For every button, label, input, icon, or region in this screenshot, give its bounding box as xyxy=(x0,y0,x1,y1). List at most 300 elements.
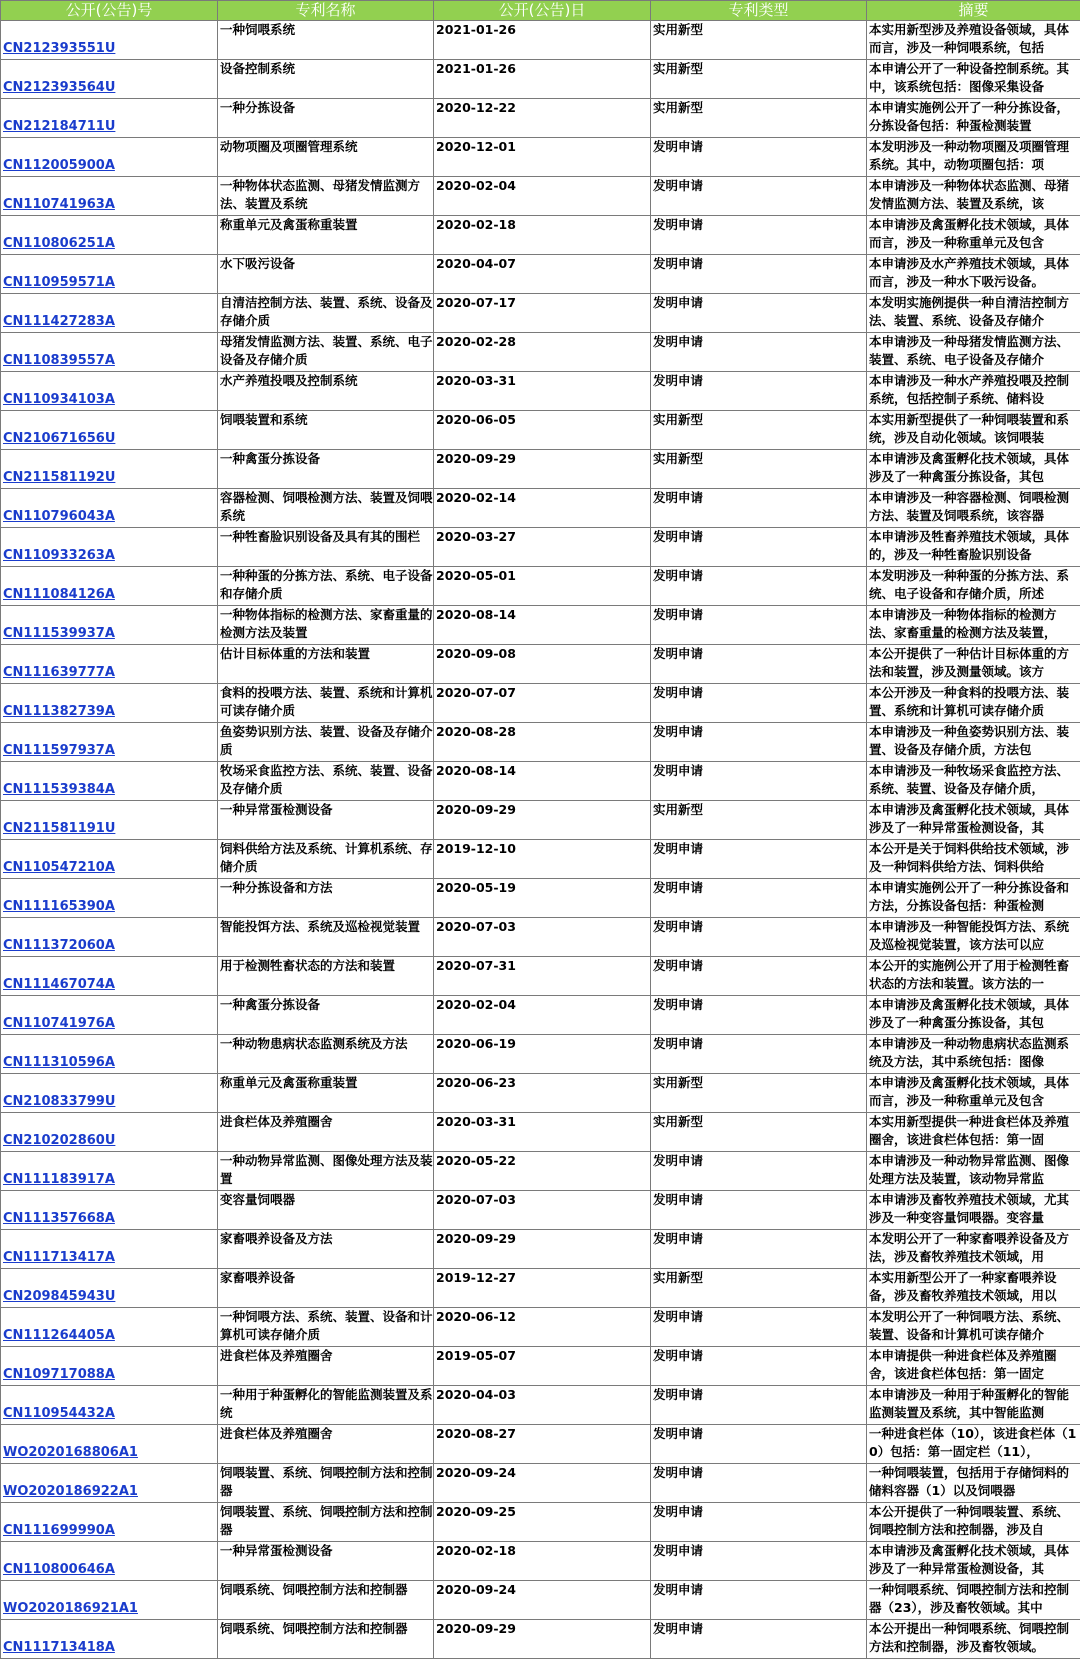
patent-name: 一种异常蛋检测设备 xyxy=(220,802,333,817)
patent-link[interactable]: CN210833799U xyxy=(3,1094,116,1109)
patent-name: 家畜喂养设备 xyxy=(220,1270,296,1285)
abstract-cell xyxy=(867,762,1080,801)
patent-name-cell xyxy=(218,1464,434,1503)
abstract-cell xyxy=(867,177,1080,216)
abstract-cell xyxy=(867,606,1080,645)
patent-name-cell xyxy=(218,1542,434,1581)
patent-link[interactable]: CN111084126A xyxy=(3,587,115,602)
publication-date-cell: 2020-04-03 xyxy=(434,1386,651,1425)
abstract-cell xyxy=(867,1347,1080,1386)
abstract-text: 本申请涉及一种容器检测、饲喂检测方法、装置及饲喂系统，该容器 xyxy=(869,490,1070,523)
patent-name: 称重单元及禽蛋称重装置 xyxy=(220,217,358,232)
patent-type-cell: 发明申请 xyxy=(651,177,867,216)
patent-type-cell: 发明申请 xyxy=(651,138,867,177)
publication-date-cell: 2020-09-29 xyxy=(434,801,651,840)
patent-name: 水产养殖投喂及控制系统 xyxy=(220,373,358,388)
patent-link[interactable]: CN110806251A xyxy=(3,236,115,251)
table-row xyxy=(1,1542,1080,1581)
table-row xyxy=(1,762,1080,801)
publication-date-cell: 2020-06-19 xyxy=(434,1035,651,1074)
patent-type-cell: 发明申请 xyxy=(651,294,867,333)
abstract-cell xyxy=(867,723,1080,762)
abstract-cell xyxy=(867,1269,1080,1308)
abstract-text: 本申请涉及一种母猪发情监测方法、装置、系统、电子设备及存储介 xyxy=(869,334,1070,367)
publication-date-cell: 2020-09-29 xyxy=(434,1230,651,1269)
abstract-cell xyxy=(867,333,1080,372)
patent-name: 饲喂装置、系统、饲喂控制方法和控制器 xyxy=(220,1504,433,1537)
patent-type-cell: 发明申请 xyxy=(651,879,867,918)
publication-number-cell xyxy=(1,879,218,918)
abstract-text: 本公开是关于饲料供给技术领域，涉及一种饲料供给方法、饲料供给 xyxy=(869,841,1070,874)
patent-name-cell xyxy=(218,801,434,840)
patent-type-cell: 实用新型 xyxy=(651,1074,867,1113)
patent-name-cell xyxy=(218,21,434,60)
patent-link[interactable]: WO2020168806A1 xyxy=(3,1445,138,1460)
table-row xyxy=(1,1230,1080,1269)
patent-link[interactable]: CN111467074A xyxy=(3,977,115,992)
publication-number-cell xyxy=(1,1113,218,1152)
patent-type-cell: 发明申请 xyxy=(651,645,867,684)
table-row xyxy=(1,606,1080,645)
publication-number-cell xyxy=(1,1269,218,1308)
publication-date-cell: 2020-02-14 xyxy=(434,489,651,528)
patent-name-cell xyxy=(218,411,434,450)
patent-name: 一种分拣设备和方法 xyxy=(220,880,333,895)
patent-name-cell xyxy=(218,762,434,801)
publication-number-cell xyxy=(1,489,218,528)
abstract-text: 本实用新型涉及养殖设备领域，具体而言，涉及一种饲喂系统，包括 xyxy=(869,22,1070,55)
abstract-cell xyxy=(867,1620,1080,1659)
table-row xyxy=(1,918,1080,957)
table-row xyxy=(1,1152,1080,1191)
table-row xyxy=(1,879,1080,918)
patent-type-cell: 发明申请 xyxy=(651,528,867,567)
abstract-cell xyxy=(867,450,1080,489)
abstract-text: 本申请涉及牲畜养殖技术领域，具体的，涉及一种牲畜脸识别设备 xyxy=(869,529,1070,562)
patent-name: 用于检测牲畜状态的方法和装置 xyxy=(220,958,396,973)
patent-type-cell: 发明申请 xyxy=(651,996,867,1035)
table-row xyxy=(1,1113,1080,1152)
patent-name: 家畜喂养设备及方法 xyxy=(220,1231,333,1246)
publication-date-cell: 2020-03-31 xyxy=(434,1113,651,1152)
patent-name-cell xyxy=(218,1191,434,1230)
patent-type-cell: 发明申请 xyxy=(651,1425,867,1464)
table-row xyxy=(1,957,1080,996)
patent-link[interactable]: CN212393551U xyxy=(3,41,116,56)
publication-number-cell xyxy=(1,1191,218,1230)
patent-type-cell: 发明申请 xyxy=(651,1464,867,1503)
publication-date-cell: 2020-09-25 xyxy=(434,1503,651,1542)
publication-date-cell: 2020-02-04 xyxy=(434,177,651,216)
patent-link[interactable]: WO2020186922A1 xyxy=(3,1484,138,1499)
publication-date-cell: 2020-03-31 xyxy=(434,372,651,411)
abstract-text: 本申请涉及一种物体指标的检测方法、家畜重量的检测方法及装置， xyxy=(869,607,1057,640)
patent-link[interactable]: CN111713417A xyxy=(3,1250,115,1265)
patent-link[interactable]: CN110933263A xyxy=(3,548,115,563)
patent-link[interactable]: CN112005900A xyxy=(3,158,115,173)
patent-name: 一种种蛋的分拣方法、系统、电子设备和存储介质 xyxy=(220,568,433,601)
patent-name-cell xyxy=(218,645,434,684)
patent-type-cell: 发明申请 xyxy=(651,1191,867,1230)
patent-type-cell: 实用新型 xyxy=(651,1269,867,1308)
abstract-text: 本申请涉及畜牧养殖技术领域，尤其涉及一种变容量饲喂器。变容量 xyxy=(869,1192,1070,1225)
patent-name: 一种牲畜脸识别设备及具有其的围栏 xyxy=(220,529,421,544)
abstract-cell xyxy=(867,879,1080,918)
patent-name: 自清洁控制方法、装置、系统、设备及存储介质 xyxy=(220,295,433,328)
patent-name: 称重单元及禽蛋称重装置 xyxy=(220,1075,358,1090)
patent-name-cell xyxy=(218,1503,434,1542)
patent-name-cell xyxy=(218,450,434,489)
publication-date-cell: 2020-08-14 xyxy=(434,606,651,645)
table-row xyxy=(1,1620,1080,1659)
patent-name-cell xyxy=(218,1035,434,1074)
patent-link[interactable]: CN110839557A xyxy=(3,353,115,368)
patent-name: 饲料供给方法及系统、计算机系统、存储介质 xyxy=(220,841,433,874)
abstract-text: 本申请实施例公开了一种分拣设备和方法，分拣设备包括：种蛋检测 xyxy=(869,880,1070,913)
patent-type-cell: 发明申请 xyxy=(651,372,867,411)
table-row xyxy=(1,1308,1080,1347)
patent-name-cell xyxy=(218,1074,434,1113)
patent-name-cell xyxy=(218,684,434,723)
table-row xyxy=(1,1347,1080,1386)
patent-type-cell: 发明申请 xyxy=(651,333,867,372)
patent-link[interactable]: CN111639777A xyxy=(3,665,115,680)
table-row xyxy=(1,801,1080,840)
publication-number-cell xyxy=(1,333,218,372)
publication-date-cell: 2020-06-23 xyxy=(434,1074,651,1113)
patent-name-cell xyxy=(218,216,434,255)
abstract-text: 本公开提出一种饲喂系统、饲喂控制方法和控制器，涉及畜牧领域。 xyxy=(869,1621,1070,1654)
publication-number-cell xyxy=(1,1503,218,1542)
publication-number-cell xyxy=(1,1308,218,1347)
patent-name-cell xyxy=(218,333,434,372)
publication-number-cell xyxy=(1,255,218,294)
abstract-cell xyxy=(867,216,1080,255)
abstract-text: 本实用新型提供了一种饲喂装置和系统，涉及自动化领域。该饲喂装 xyxy=(869,412,1070,445)
patent-name-cell xyxy=(218,372,434,411)
patent-link[interactable]: CN111357668A xyxy=(3,1211,115,1226)
table-row xyxy=(1,1386,1080,1425)
patent-link[interactable]: CN211581192U xyxy=(3,470,116,485)
abstract-cell xyxy=(867,138,1080,177)
patent-link[interactable]: CN110796043A xyxy=(3,509,115,524)
publication-number-cell xyxy=(1,528,218,567)
abstract-text: 本公开涉及一种食料的投喂方法、装置、系统和计算机可读存储介质 xyxy=(869,685,1070,718)
publication-number-cell xyxy=(1,1620,218,1659)
abstract-text: 本申请涉及一种动物异常监测、图像处理方法及装置，该动物异常监 xyxy=(869,1153,1070,1186)
patent-link[interactable]: CN111597937A xyxy=(3,743,115,758)
table-row xyxy=(1,1269,1080,1308)
table-row xyxy=(1,255,1080,294)
abstract-text: 一种饲喂系统、饲喂控制方法和控制器（23），涉及畜牧领域。其中 xyxy=(869,1582,1070,1615)
patent-link[interactable]: CN111539384A xyxy=(3,782,115,797)
table-row xyxy=(1,294,1080,333)
column-header-publication-number[interactable]: 公开(公告)号 xyxy=(1,1,218,21)
patent-link[interactable]: CN211581191U xyxy=(3,821,116,836)
patent-link[interactable]: CN210202860U xyxy=(3,1133,116,1148)
publication-number-cell xyxy=(1,450,218,489)
patent-link[interactable]: CN111699990A xyxy=(3,1523,115,1538)
table-row xyxy=(1,1503,1080,1542)
patent-link[interactable]: CN111382739A xyxy=(3,704,115,719)
abstract-text: 本申请实施例公开了一种分拣设备，分拣设备包括：种蛋检测装置 xyxy=(869,100,1070,133)
abstract-cell xyxy=(867,1035,1080,1074)
abstract-cell xyxy=(867,1152,1080,1191)
patent-link[interactable]: CN111539937A xyxy=(3,626,115,641)
table-row xyxy=(1,216,1080,255)
publication-number-cell xyxy=(1,60,218,99)
abstract-cell xyxy=(867,801,1080,840)
patent-name: 饲喂系统、饲喂控制方法和控制器 xyxy=(220,1621,408,1636)
patent-name-cell xyxy=(218,294,434,333)
abstract-cell xyxy=(867,645,1080,684)
patent-link[interactable]: CN212184711U xyxy=(3,119,116,134)
abstract-cell xyxy=(867,372,1080,411)
table-row xyxy=(1,333,1080,372)
publication-number-cell xyxy=(1,138,218,177)
patent-name: 进食栏体及养殖圈舍 xyxy=(220,1348,333,1363)
abstract-text: 本申请涉及一种用于种蛋孵化的智能监测装置及系统，其中智能监测 xyxy=(869,1387,1070,1420)
patent-name: 一种动物异常监测、图像处理方法及装置 xyxy=(220,1153,433,1186)
abstract-text: 本申请提供一种进食栏体及养殖圈舍，该进食栏体包括：第一固定 xyxy=(869,1348,1057,1381)
abstract-cell xyxy=(867,99,1080,138)
publication-date-cell: 2020-08-27 xyxy=(434,1425,651,1464)
patent-name-cell xyxy=(218,918,434,957)
patent-name-cell xyxy=(218,1581,434,1620)
patent-name-cell xyxy=(218,1230,434,1269)
patent-type-cell: 发明申请 xyxy=(651,957,867,996)
patent-link[interactable]: CN111372060A xyxy=(3,938,115,953)
abstract-cell xyxy=(867,411,1080,450)
table-row xyxy=(1,177,1080,216)
patent-name: 饲喂装置、系统、饲喂控制方法和控制器 xyxy=(220,1465,433,1498)
patent-type-cell: 实用新型 xyxy=(651,99,867,138)
publication-date-cell: 2020-05-19 xyxy=(434,879,651,918)
abstract-cell xyxy=(867,567,1080,606)
patent-link[interactable]: CN212393564U xyxy=(3,80,116,95)
table-row xyxy=(1,1074,1080,1113)
publication-date-cell: 2020-07-17 xyxy=(434,294,651,333)
column-header-abstract[interactable]: 摘要 xyxy=(867,1,1080,21)
abstract-cell xyxy=(867,957,1080,996)
publication-number-cell xyxy=(1,684,218,723)
patent-name: 一种物体状态监测、母猪发情监测方法、装置及系统 xyxy=(220,178,421,211)
publication-date-cell: 2020-07-03 xyxy=(434,918,651,957)
patent-type-cell: 发明申请 xyxy=(651,762,867,801)
patent-link[interactable]: CN111310596A xyxy=(3,1055,115,1070)
publication-date-cell: 2021-01-26 xyxy=(434,21,651,60)
patent-name-cell xyxy=(218,255,434,294)
header-row xyxy=(1,1,1080,21)
publication-number-cell xyxy=(1,216,218,255)
abstract-text: 本申请涉及禽蛋孵化技术领域，具体而言，涉及一种称重单元及包含 xyxy=(869,217,1070,250)
patent-type-cell: 发明申请 xyxy=(651,606,867,645)
publication-date-cell: 2020-02-18 xyxy=(434,1542,651,1581)
patent-type-cell: 发明申请 xyxy=(651,918,867,957)
patent-type-cell: 发明申请 xyxy=(651,1152,867,1191)
patent-name: 牧场采食监控方法、系统、装置、设备及存储介质 xyxy=(220,763,433,796)
patent-name: 动物项圈及项圈管理系统 xyxy=(220,139,358,154)
column-header-publication-date[interactable]: 公开(公告)日 xyxy=(434,1,651,21)
abstract-text: 本公开提供了一种饲喂装置、系统、饲喂控制方法和控制器，涉及自 xyxy=(869,1504,1070,1537)
patent-name: 进食栏体及养殖圈舍 xyxy=(220,1114,333,1129)
patent-name-cell xyxy=(218,60,434,99)
patent-link[interactable]: CN110959571A xyxy=(3,275,115,290)
publication-date-cell: 2020-07-03 xyxy=(434,1191,651,1230)
publication-date-cell: 2019-05-07 xyxy=(434,1347,651,1386)
patent-link[interactable]: WO2020186921A1 xyxy=(3,1601,138,1616)
patent-type-cell: 发明申请 xyxy=(651,1503,867,1542)
patent-name-cell xyxy=(218,1386,434,1425)
abstract-cell xyxy=(867,1113,1080,1152)
abstract-text: 本申请涉及一种智能投饵方法、系统及巡检视觉装置，该方法可以应 xyxy=(869,919,1070,952)
patent-name: 一种动物患病状态监测系统及方法 xyxy=(220,1036,408,1051)
publication-date-cell: 2021-01-26 xyxy=(434,60,651,99)
abstract-text: 本发明公开了一种家畜喂养设备及方法，涉及畜牧养殖技术领域，用 xyxy=(869,1231,1070,1264)
table-row xyxy=(1,996,1080,1035)
publication-number-cell xyxy=(1,801,218,840)
publication-number-cell xyxy=(1,918,218,957)
abstract-text: 本申请涉及禽蛋孵化技术领域，具体涉及了一种异常蛋检测设备，其 xyxy=(869,802,1070,835)
publication-date-cell: 2020-12-22 xyxy=(434,99,651,138)
patent-link[interactable]: CN109717088A xyxy=(3,1367,115,1382)
publication-date-cell: 2020-08-28 xyxy=(434,723,651,762)
publication-date-cell: 2019-12-10 xyxy=(434,840,651,879)
publication-number-cell xyxy=(1,411,218,450)
patent-name-cell xyxy=(218,1113,434,1152)
patent-name: 鱼姿势识别方法、装置、设备及存储介质 xyxy=(220,724,433,757)
abstract-text: 本申请涉及禽蛋孵化技术领域，具体涉及了一种禽蛋分拣设备，其包 xyxy=(869,997,1070,1030)
column-header-patent-type[interactable]: 专利类型 xyxy=(651,1,867,21)
abstract-text: 本申请涉及禽蛋孵化技术领域，具体而言，涉及一种称重单元及包含 xyxy=(869,1075,1070,1108)
publication-date-cell: 2020-07-07 xyxy=(434,684,651,723)
table-row xyxy=(1,411,1080,450)
abstract-text: 本申请涉及一种鱼姿势识别方法、装置、设备及存储介质，方法包 xyxy=(869,724,1070,757)
patent-type-cell: 发明申请 xyxy=(651,489,867,528)
abstract-cell xyxy=(867,255,1080,294)
abstract-text: 一种饲喂装置，包括用于存储饲料的储料容器（1）以及饲喂器 xyxy=(869,1465,1070,1498)
table-row xyxy=(1,645,1080,684)
publication-number-cell xyxy=(1,1542,218,1581)
abstract-text: 本发明实施例提供一种自清洁控制方法、装置、系统、设备及存储介 xyxy=(869,295,1070,328)
patent-name: 一种异常蛋检测设备 xyxy=(220,1543,333,1558)
patent-link[interactable]: CN110954432A xyxy=(3,1406,115,1421)
abstract-cell xyxy=(867,1191,1080,1230)
table-row xyxy=(1,684,1080,723)
publication-number-cell xyxy=(1,762,218,801)
abstract-text: 本申请涉及禽蛋孵化技术领域，具体涉及了一种禽蛋分拣设备，其包 xyxy=(869,451,1070,484)
patent-type-cell: 发明申请 xyxy=(651,684,867,723)
patent-link[interactable]: CN111165390A xyxy=(3,899,115,914)
patent-type-cell: 发明申请 xyxy=(651,1308,867,1347)
patent-type-cell: 实用新型 xyxy=(651,21,867,60)
publication-date-cell: 2020-05-22 xyxy=(434,1152,651,1191)
patent-name-cell xyxy=(218,138,434,177)
patent-type-cell: 实用新型 xyxy=(651,60,867,99)
patent-name-cell xyxy=(218,840,434,879)
patent-name-cell xyxy=(218,723,434,762)
patent-link[interactable]: CN110934103A xyxy=(3,392,115,407)
patent-type-cell: 发明申请 xyxy=(651,723,867,762)
patent-name-cell xyxy=(218,1308,434,1347)
publication-date-cell: 2020-08-14 xyxy=(434,762,651,801)
patent-link[interactable]: CN110547210A xyxy=(3,860,115,875)
abstract-cell xyxy=(867,1425,1080,1464)
patent-name: 一种禽蛋分拣设备 xyxy=(220,451,321,466)
patent-name-cell xyxy=(218,879,434,918)
patent-link[interactable]: CN111264405A xyxy=(3,1328,115,1343)
patent-name: 食料的投喂方法、装置、系统和计算机可读存储介质 xyxy=(220,685,433,718)
publication-number-cell xyxy=(1,21,218,60)
table-row xyxy=(1,1581,1080,1620)
publication-number-cell xyxy=(1,606,218,645)
abstract-cell xyxy=(867,918,1080,957)
patent-link[interactable]: CN111427283A xyxy=(3,314,115,329)
table-row xyxy=(1,21,1080,60)
publication-date-cell: 2020-02-28 xyxy=(434,333,651,372)
patent-name-cell xyxy=(218,606,434,645)
table-row xyxy=(1,723,1080,762)
abstract-cell xyxy=(867,996,1080,1035)
patent-type-cell: 发明申请 xyxy=(651,1581,867,1620)
patent-name: 一种饲喂系统 xyxy=(220,22,296,37)
abstract-text: 本发明涉及一种种蛋的分拣方法、系统、电子设备和存储介质，所述 xyxy=(869,568,1070,601)
abstract-cell xyxy=(867,21,1080,60)
patent-name: 饲喂系统、饲喂控制方法和控制器 xyxy=(220,1582,408,1597)
publication-number-cell xyxy=(1,177,218,216)
patent-link[interactable]: CN111183917A xyxy=(3,1172,115,1187)
patent-link[interactable]: CN110741963A xyxy=(3,197,115,212)
patent-type-cell: 发明申请 xyxy=(651,1542,867,1581)
patent-name: 估计目标体重的方法和装置 xyxy=(220,646,371,661)
abstract-cell xyxy=(867,840,1080,879)
patent-link[interactable]: CN210671656U xyxy=(3,431,116,446)
abstract-cell xyxy=(867,1386,1080,1425)
abstract-text: 本发明涉及一种动物项圈及项圈管理系统。其中，动物项圈包括：项 xyxy=(869,139,1070,172)
table-row xyxy=(1,489,1080,528)
patent-name: 智能投饵方法、系统及巡检视觉装置 xyxy=(220,919,421,934)
patent-name: 一种禽蛋分拣设备 xyxy=(220,997,321,1012)
table-row xyxy=(1,1425,1080,1464)
patent-link[interactable]: CN110800646A xyxy=(3,1562,115,1577)
publication-number-cell xyxy=(1,1347,218,1386)
abstract-text: 本公开的实施例公开了用于检测牲畜状态的方法和装置。该方法的一 xyxy=(869,958,1070,991)
publication-number-cell xyxy=(1,294,218,333)
patent-name-cell xyxy=(218,1425,434,1464)
patent-link[interactable]: CN111713418A xyxy=(3,1640,115,1655)
patent-link[interactable]: CN110741976A xyxy=(3,1016,115,1031)
abstract-text: 本发明公开了一种饲喂方法、系统、装置、设备和计算机可读存储介 xyxy=(869,1309,1070,1342)
patent-type-cell: 发明申请 xyxy=(651,1347,867,1386)
table-row xyxy=(1,1191,1080,1230)
column-header-patent-name[interactable]: 专利名称 xyxy=(218,1,434,21)
patent-type-cell: 发明申请 xyxy=(651,840,867,879)
patent-name: 饲喂装置和系统 xyxy=(220,412,308,427)
patent-name-cell xyxy=(218,1269,434,1308)
table-row xyxy=(1,138,1080,177)
abstract-text: 本申请涉及一种牧场采食监控方法、系统、装置、设备及存储介质， xyxy=(869,763,1070,796)
publication-number-cell xyxy=(1,1386,218,1425)
patent-name-cell xyxy=(218,99,434,138)
patent-name: 一种物体指标的检测方法、家畜重量的检测方法及装置 xyxy=(220,607,433,640)
patent-name: 一种用于种蛋孵化的智能监测装置及系统 xyxy=(220,1387,433,1420)
patent-link[interactable]: CN209845943U xyxy=(3,1289,116,1304)
patent-type-cell: 发明申请 xyxy=(651,1230,867,1269)
patent-name: 水下吸污设备 xyxy=(220,256,296,271)
patent-name: 一种分拣设备 xyxy=(220,100,296,115)
patent-name: 变容量饲喂器 xyxy=(220,1192,296,1207)
abstract-cell xyxy=(867,528,1080,567)
